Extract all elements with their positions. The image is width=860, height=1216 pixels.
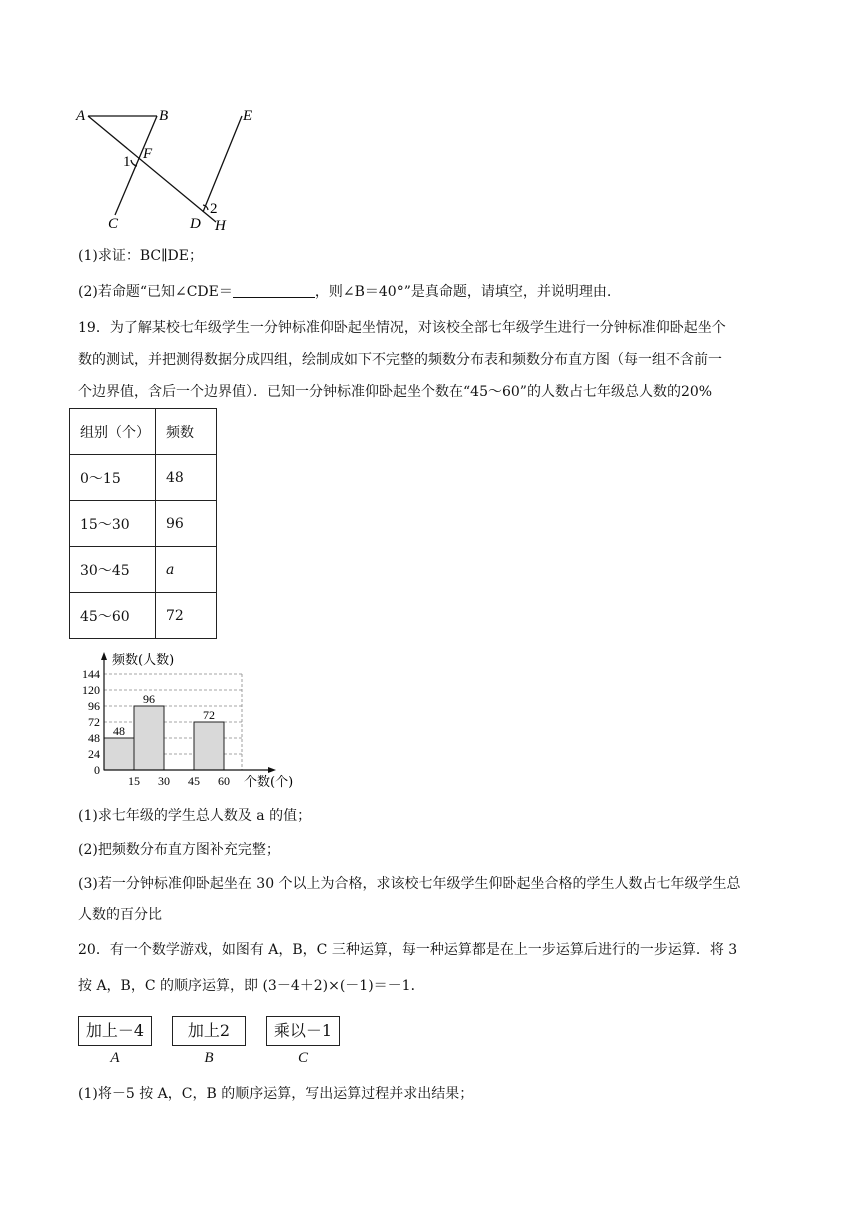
operation-label-c: C: [297, 1050, 308, 1066]
y-tick-label: 24: [88, 747, 100, 761]
q20-sub1: (1)将－5 按 A，C，B 的顺序运算，写出运算过程并求出结果；: [78, 1086, 474, 1102]
table-header-row: [70, 409, 217, 455]
table-cell-frequency: 48: [156, 455, 217, 501]
y-tick-label: 120: [82, 683, 100, 697]
y-tick-label: 144: [82, 667, 100, 681]
operation-box-c: 乘以－1: [266, 1016, 340, 1046]
histogram-bar: [134, 706, 164, 770]
q19-line3: 个边界值，含后一个边界值）．已知一分钟标准仰卧起坐个数在“45～60”的人数占七年级总人数的20%: [78, 384, 713, 400]
table-row: [70, 455, 217, 501]
point-label-F: F: [143, 146, 153, 162]
y-axis-arrow: [101, 652, 107, 660]
operation-label-a: A: [110, 1050, 120, 1066]
x-tick-label: 60: [218, 774, 230, 788]
table-row: [70, 547, 217, 593]
table-cell-group: 45～60: [70, 593, 156, 639]
q20-line2: 按 A，B，C 的顺序运算，即 (3－4＋2)×(－1)＝－1．: [78, 978, 425, 994]
q19-line2: 数的测试，并把测得数据分成四组，绘制成如下不完整的频数分布表和频数分布直方图（每一组不含前一: [78, 352, 722, 368]
q19-line1: 19．为了解某校七年级学生一分钟标准仰卧起坐情况，对该校全部七年级学生进行一分钟标准仰卧起坐个: [78, 320, 726, 336]
point-label-A: A: [76, 108, 86, 124]
segment-DE: [203, 116, 242, 212]
table-cell-group: 30～45: [70, 547, 156, 593]
operation-box-a: 加上－4: [78, 1016, 152, 1046]
table-cell-group: 15～30: [70, 501, 156, 547]
q19-sub3-line1: (3)若一分钟标准仰卧起坐在 30 个以上为合格，求该校七年级学生仰卧起坐合格的学生人数占七年级学生总: [78, 876, 741, 892]
y-tick-label: 0: [94, 763, 100, 777]
table-cell-frequency: a: [156, 547, 217, 593]
q18-part2-post: ，则∠B＝40°”是真命题，请填空，并说明理由.: [314, 284, 612, 300]
bar-data-label: 72: [203, 708, 215, 722]
y-tick-label: 72: [88, 715, 100, 729]
table-cell-group: 0～15: [70, 455, 156, 501]
q19-sub3-line2: 人数的百分比: [78, 907, 162, 923]
table-cell-frequency: 96: [156, 501, 217, 547]
segment-AH: [88, 116, 216, 222]
bar-data-label: 96: [143, 692, 155, 706]
operation-box-b: 加上2: [172, 1016, 246, 1046]
y-tick-label: 48: [88, 731, 100, 745]
angle-label-1: 1: [123, 154, 131, 170]
q18-part2: [78, 282, 611, 302]
point-label-B: B: [159, 108, 169, 124]
point-label-D: D: [190, 216, 201, 232]
operation-label-b: B: [204, 1050, 214, 1066]
geometry-figure: [70, 100, 280, 240]
q19-sub1: (1)求七年级的学生总人数及 a 的值；: [78, 808, 312, 824]
table-cell-frequency: 72: [156, 593, 217, 639]
answer-blank: [233, 283, 315, 298]
y-tick-label: 96: [88, 699, 100, 713]
table-row: [70, 501, 217, 547]
table-row: [70, 593, 217, 639]
x-tick-label: 45: [188, 774, 200, 788]
q18-part1: (1)求证：BC∥DE；: [78, 248, 204, 264]
x-tick-label: 15: [128, 774, 140, 788]
table-header-group: 组别（个）: [70, 409, 156, 455]
histogram-bar: [194, 722, 224, 770]
q19-sub2: (2)把频数分布直方图补充完整；: [78, 842, 280, 858]
table-header-frequency: 频数: [156, 409, 217, 455]
point-label-H: H: [215, 218, 226, 234]
point-label-C: C: [108, 216, 119, 232]
x-axis-label: 个数(个): [244, 775, 294, 790]
y-axis-label: 频数(人数): [112, 653, 175, 668]
x-axis-arrow: [268, 767, 276, 773]
q18-part2-pre: (2)若命题“已知∠CDE＝: [78, 284, 233, 300]
q20-line1: 20．有一个数学游戏，如图有 A，B，C 三种运算，每一种运算都是在上一步运算后进行的一步运算．将 3: [78, 942, 738, 958]
frequency-table: [69, 408, 217, 639]
histogram-bar: [104, 738, 134, 770]
point-label-E: E: [243, 108, 253, 124]
x-tick-label: 30: [158, 774, 170, 788]
frequency-histogram: [70, 640, 330, 790]
angle-label-2: 2: [210, 201, 218, 217]
bar-data-label: 48: [113, 724, 125, 738]
